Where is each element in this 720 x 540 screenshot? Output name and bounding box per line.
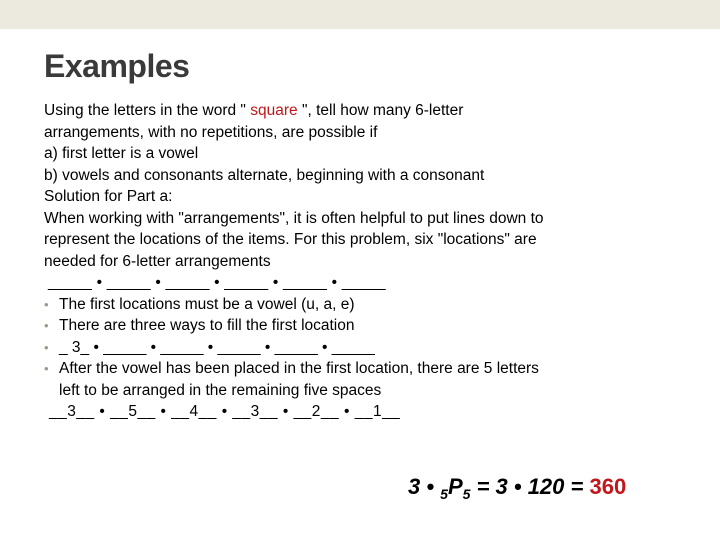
intro-pre: Using the letters in the word " xyxy=(44,102,251,119)
bullet-item xyxy=(44,358,694,401)
formula-sub-right: 5 xyxy=(462,486,471,502)
blank-locations-row: _____ • _____ • _____ • _____ • _____ • _____ xyxy=(48,274,386,291)
bullet-dot-icon: • xyxy=(44,318,49,333)
permutation-formula xyxy=(408,474,626,502)
bullet-dot-icon: • xyxy=(44,361,49,376)
slide-body xyxy=(44,100,694,423)
formula-sub-left: 5 xyxy=(440,486,448,502)
bullet-text: The first locations must be a vowel (u, a, e) xyxy=(59,295,355,313)
solution-label: Solution for Part a: xyxy=(44,188,173,205)
intro-post: ", tell how many 6-letter xyxy=(297,102,464,119)
bullet-item xyxy=(44,337,694,359)
formula-lead: 3 • xyxy=(408,474,441,499)
formula-answer: 360 xyxy=(589,474,627,499)
bullet-text: _ 3_ • _____ • _____ • _____ • _____ • _____ xyxy=(59,338,375,356)
top-bar xyxy=(0,0,720,29)
bullet-text: After the vowel has been placed in the first location, there are 5 letters xyxy=(59,360,539,377)
intro-line-2: arrangements, with no repetitions, are possible if xyxy=(44,123,378,141)
filled-locations-row: __3__ • __5__ • __4__ • __3__ • __2__ • __1__ xyxy=(49,403,401,420)
formula-perm-letter: P xyxy=(447,474,463,499)
formula-middle: = 3 • 120 = xyxy=(470,474,590,499)
bullet-item xyxy=(44,294,694,316)
highlight-word: square xyxy=(250,102,298,119)
bullet-text-continued: left to be arranged in the remaining five spaces xyxy=(59,381,382,399)
bullet-dot-icon: • xyxy=(44,339,49,355)
explain-line-3: needed for 6-letter arrangements xyxy=(44,252,271,270)
explain-line-1: When working with "arrangements", it is often helpful to put lines down to xyxy=(44,209,544,227)
bullet-item xyxy=(44,315,694,337)
explain-line-2: represent the locations of the items. For this problem, six "locations" are xyxy=(44,231,537,248)
intro-line-1 xyxy=(44,100,694,122)
bullet-text: There are three ways to fill the first location xyxy=(59,317,355,334)
bullet-dot-icon: • xyxy=(44,296,49,312)
part-b: b) vowels and consonants alternate, beginning with a consonant xyxy=(44,166,485,184)
slide-title: Examples xyxy=(44,48,190,84)
part-a: a) first letter is a vowel xyxy=(44,145,199,162)
